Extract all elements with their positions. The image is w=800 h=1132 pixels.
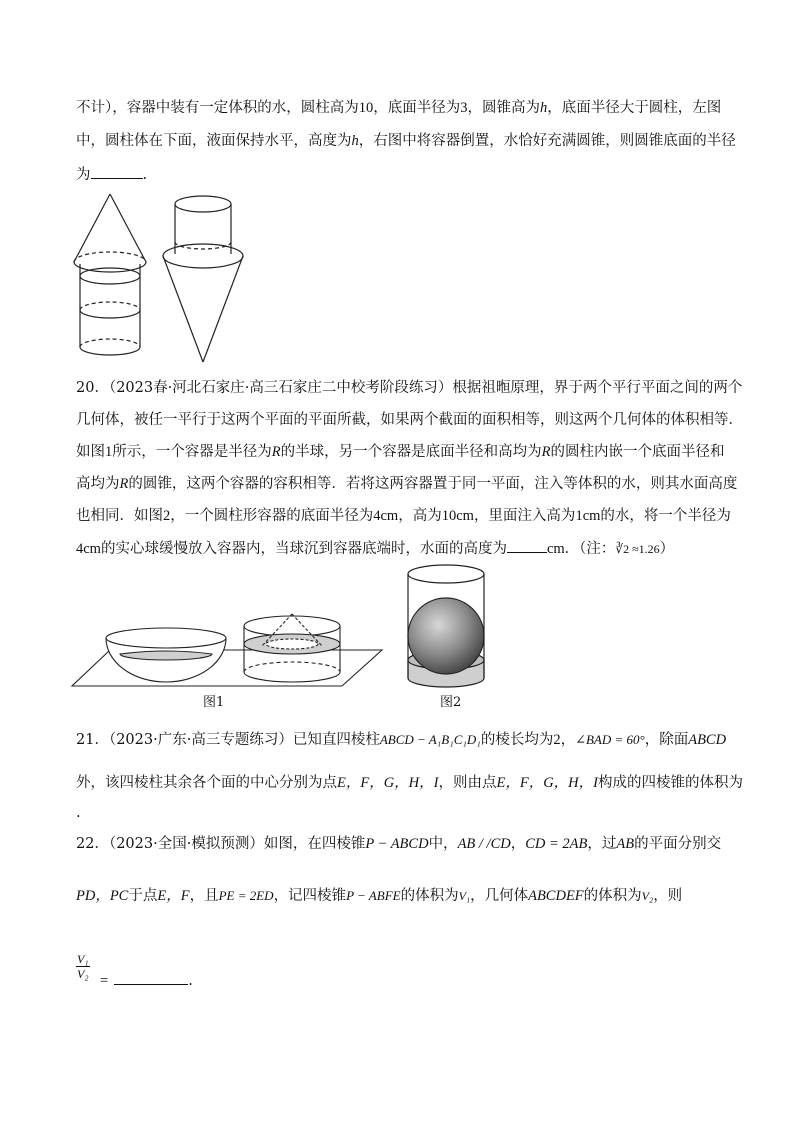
q20-line-1: 20．（2023春·河北石家庄·高三石家庄二中校考阶段练习）根据祖暅原理，界于两个平行平面之间的两个 — [76, 380, 743, 396]
q19-line-1: 不计），容器中装有一定体积的水，圆柱高为10，底面半径为3，圆锥高为h，底面半径大于圆柱，左图 — [76, 100, 722, 116]
q19-line-3: 为 . — [76, 164, 147, 185]
figure-1-caption: 图1 — [203, 695, 225, 710]
q20-line-2: 几何体，被任一平行于这两个平面的平面所截，如果两个截面的面积相等，则这两个几何体的体积相等． — [76, 412, 743, 428]
answer-blank-19[interactable] — [91, 164, 143, 179]
q20-line-4: 高均为R的圆锥，这两个容器的容积相等．若将这两容器置于同一平面，注入等体积的水，则其水面高度 — [76, 476, 738, 492]
q19-line-2: 中，圆柱体在下面，液面保持水平，高度为h，右图中将容器倒置，水恰好充满圆锥，则圆锥底面的半径 — [76, 133, 736, 149]
q20-line-6: 4cm的实心球缓慢放入容器内，当球沉到容器底端时，水面的高度为 cm．（注：∛2 ≈1.26） — [76, 538, 674, 559]
figure-2-caption: 图2 — [440, 695, 462, 710]
q22-line-2: PD，PC于点E，F，且PE = 2ED，记四棱锥P − ABFE的体积为V₁，几何体ABCDEF的体积为V₂，则 — [76, 888, 683, 904]
q20-figure-2 — [404, 562, 488, 692]
q21-line-1: 21．（2023·广东·高三专题练习）已知直四棱柱ABCD − A₁B₁C₁D₁的棱长均为2，∠BAD = 60°，除面ABCD — [76, 732, 727, 748]
q19-figure-cone-on-cylinder — [70, 192, 150, 362]
q19-figure-inverted — [158, 192, 248, 372]
q21-line-2: 外，该四棱柱其余各个面的中心分别为点E，F，G，H，I，则由点E，F，G，H，I构成的四棱锥的体积为 — [76, 775, 743, 791]
q21-line-3: . — [76, 805, 81, 821]
q20-line-5: 也相同．如图2，一个圆柱形容器的底面半径为4cm，高为10cm，里面注入高为1cm的水，将一个半径为 — [76, 508, 731, 524]
q20-figure-1 — [70, 618, 390, 690]
q22-line-1: 22．（2023·全国·模拟预测）如图，在四棱锥P − ABCD中，AB / /CD，CD = 2AB，过AB的平面分别交 — [76, 836, 722, 852]
q22-answer-line: = . — [100, 970, 193, 991]
q20-line-3: 如图1所示，一个容器是半径为R的半球，另一个容器是底面半径和高均为R的圆柱内嵌一个底面半径和 — [76, 444, 725, 460]
answer-blank-22[interactable] — [114, 970, 188, 985]
q22-fraction: $\frac{\text{V₁}}{\text{V₂}}$ — [77, 952, 89, 981]
answer-blank-20[interactable] — [507, 538, 547, 553]
